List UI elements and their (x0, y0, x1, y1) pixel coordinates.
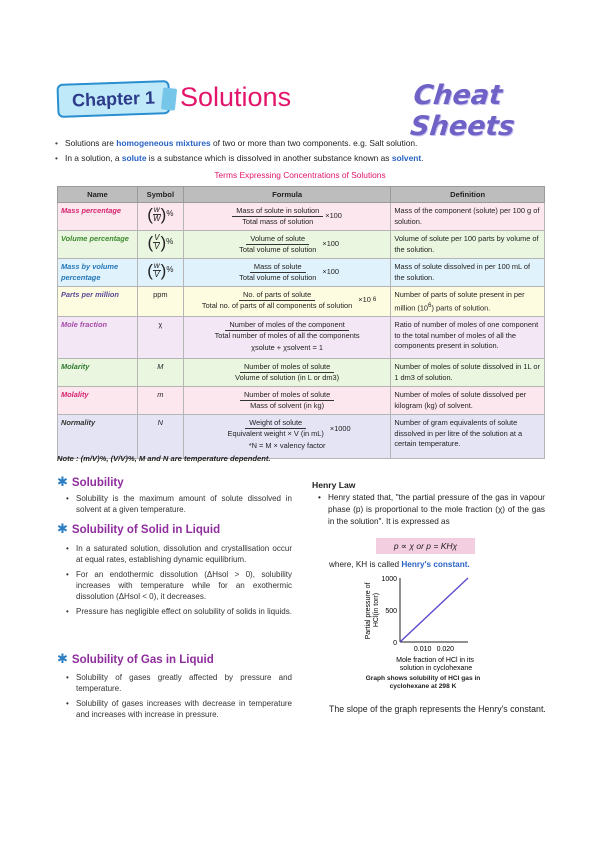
asterisk-icon: ✱ (57, 474, 68, 489)
asterisk-icon: ✱ (57, 651, 68, 666)
table-title: Terms Expressing Concentrations of Solutions (214, 170, 386, 180)
x-tick-label: 0.020 (436, 646, 455, 653)
table-row: Parts per million ppm $\frac{\text{No. of parts of solute}}{\text{Total no. of parts of all components of solution}}$ ×10 6 Number of parts of solute present in per million $(10^6)$ parts of solution. (58, 287, 545, 317)
gas-bullets (66, 672, 292, 724)
henry-bullets (318, 492, 545, 528)
table-note: Note : (m/V)%, (V/V)%, M and N are temperature dependent. (57, 454, 271, 463)
y-axis-label: Partial pressure of HCl(in torr) (365, 582, 380, 640)
solubility-heading: ✱ Solubility (57, 474, 124, 489)
series-line (400, 578, 468, 642)
henry-title: Henry Law (312, 480, 356, 490)
y-tick-label: 500 (385, 608, 397, 615)
list-item: • Henry stated that, "the partial pressure of the gas in vapour phase (p) is proportional to the mole fraction (χ) of the gas in the solution". It is expressed as (318, 492, 545, 528)
y-tick-label: 1000 (381, 576, 397, 583)
asterisk-icon: ✱ (57, 521, 68, 536)
list-item: • In a saturated solution, dissolution and crystallisation occur at equal rates, establishing dynamic equilibrium. (66, 543, 292, 565)
slope-text: The slope of the graph represents the Henry's constant. (329, 704, 546, 714)
solubility-bullets (66, 493, 292, 519)
table-row: Normality N $\frac{\text{Weight of solute}}{\text{Equivalent weight × V (in mL)}}$ ×1000 *N = M × valency factor Number of gram equivalents of solute dissolved in per litre of the solution at a certain temperature. (58, 415, 545, 459)
chapter-label: Chapter 1 (71, 87, 156, 110)
henry-where: where, KH is called Henry's constant. (329, 560, 470, 569)
graph-caption: Graph shows solubility of HCl gas in cyclohexane at 298 K (365, 675, 481, 690)
x-tick-label: 0.010 (413, 646, 432, 653)
table-row: Volume percentage ( $\frac{V}{V}$ ) % $\frac{\text{Volume of solute}}{\text{Total volume of solution}}$ ×100 Volume of solute per 100 parts by volume of the solution. (58, 231, 545, 259)
col-name: Name (58, 187, 138, 203)
list-item: • Solubility is the maximum amount of solute dissolved in solvent at a given temperature. (66, 493, 292, 515)
list-item: • Solubility of gases increases with decrease in temperature and increases with increase in pressure. (66, 698, 292, 720)
solid-heading: ✱ Solubility of Solid in Liquid (57, 521, 221, 536)
brand-logo: Cheat Sheets (408, 80, 517, 142)
tape-decoration (161, 87, 177, 110)
intro-bullets (55, 136, 555, 166)
intro-bullet-2: • In a solution, a solute is a substance which is dissolved in another substance known as solvent. (55, 151, 555, 166)
solid-bullets (66, 543, 292, 621)
table-header-row (58, 187, 545, 203)
table-row: Mass percentage ( $\frac{w}{W}$ ) % $\frac{\text{Mass of solute in solution}}{\text{Total mass of solution}}$ ×100 Mass of the component (solute) per 100 g of solution. (58, 203, 545, 231)
list-item: • Pressure has negligible effect on solubility of solids in liquids. (66, 606, 292, 617)
henry-graph (340, 572, 500, 676)
list-item: • For an endothermic dissolution (ΔHsol > 0), solubility increases with temperature while for an exothermic dissolution (ΔHsol < 0), it decreases. (66, 569, 292, 602)
col-symbol: Symbol (137, 187, 183, 203)
henry-formula: p ∝ χ or p = KHχ (376, 538, 475, 554)
page-title: Solutions (180, 82, 292, 112)
intro-bullet-1: • Solutions are homogeneous mixtures of two or more than two components. e.g. Salt solution. (55, 136, 555, 151)
table-row: Molality m $\frac{\text{Number of moles of solute}}{\text{Mass of solvent (in kg)}}$ Number of moles of solute dissolved per kilogram (kg) of solvent. (58, 387, 545, 415)
y-tick-label: 0 (393, 640, 397, 647)
table-row: Mole fraction χ $\frac{\text{Number of moles of the component}}{\text{Total number of moles of all the components}}$ χsolute + χsolvent = 1 Ratio of number of moles of one component to the total number of moles of all the components present in solution. (58, 317, 545, 359)
col-definition: Definition (391, 187, 545, 203)
gas-heading: ✱ Solubility of Gas in Liquid (57, 651, 214, 666)
table-row: Molarity M $\frac{\text{Number of moles of solute}}{\text{Volume of solution (in L or dm3)}}$ Number of moles of solute dissolved in 1L or 1 dm3 of solution. (58, 359, 545, 387)
x-axis-label: Mole fraction of HCl in its solution in cyclohexane (396, 657, 474, 672)
table-row: Mass by volume percentage ( $\frac{w}{V}$ ) % $\frac{\text{Mass of solute}}{\text{Total volume of solution}}$ ×100 Mass of solute dissolved in per 100 mL of the solution. (58, 259, 545, 287)
chapter-tag (56, 80, 170, 118)
list-item: • Solubility of gases greatly affected by pressure and temperature. (66, 672, 292, 694)
concentration-table (57, 186, 545, 459)
col-formula: Formula (183, 187, 391, 203)
